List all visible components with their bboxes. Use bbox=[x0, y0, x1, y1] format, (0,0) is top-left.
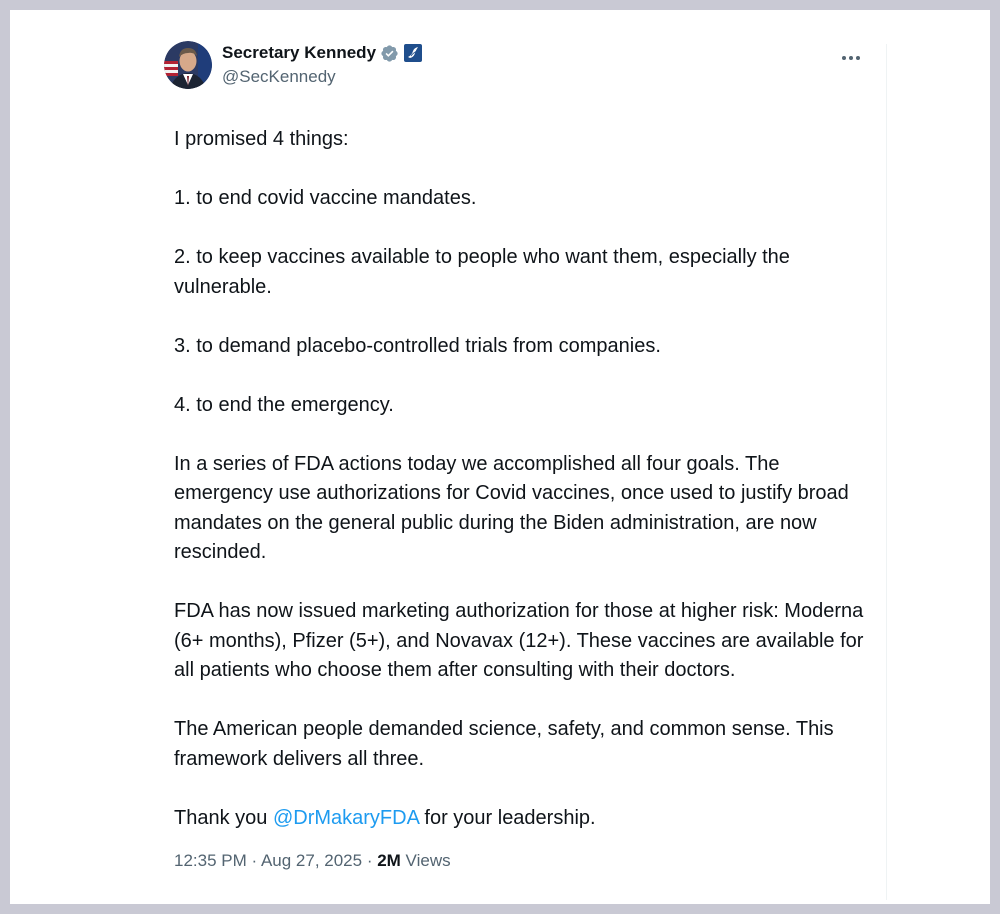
tweet-paragraph: 2. to keep vaccines available to people who want them, especially the vulnerable. bbox=[174, 246, 790, 298]
meta-separator: · bbox=[362, 851, 378, 870]
tweet-text bbox=[164, 125, 874, 833]
user-info bbox=[222, 42, 422, 87]
tweet-paragraph: In a series of FDA actions today we accomplished all four goals. The emergency use authorizations for Covid vaccines, once used to justify broad mandates on the general public during the Biden administration, are now rescinded. bbox=[174, 452, 849, 563]
verified-badge-icon[interactable] bbox=[380, 44, 399, 63]
tweet-paragraph: 1. to end covid vaccine mandates. bbox=[174, 187, 477, 209]
tweet-paragraph: 4. to end the emergency. bbox=[174, 393, 394, 416]
column-divider bbox=[886, 44, 887, 900]
thanks-text-end: for your leadership. bbox=[418, 806, 596, 829]
tweet-paragraph: I promised 4 things: bbox=[174, 128, 349, 150]
tweet-time[interactable]: 12:35 PM bbox=[174, 851, 247, 870]
user-handle[interactable]: @SecKennedy bbox=[222, 67, 336, 86]
tweet-card bbox=[10, 10, 990, 904]
thanks-text: Thank you bbox=[174, 806, 273, 829]
avatar-image-icon bbox=[164, 41, 212, 89]
tweet bbox=[164, 38, 874, 871]
tweet-paragraph: The American people demanded science, safety, and common sense. This framework delivers all three. bbox=[174, 718, 834, 770]
tweet-date[interactable]: Aug 27, 2025 bbox=[260, 851, 363, 870]
more-options-icon[interactable] bbox=[836, 48, 866, 68]
tweet-header bbox=[164, 38, 874, 96]
views-count[interactable]: 2M bbox=[377, 851, 401, 870]
display-name[interactable]: Secretary Kennedy bbox=[222, 43, 377, 62]
tweet-paragraph bbox=[174, 804, 874, 834]
avatar[interactable] bbox=[164, 41, 212, 89]
views-label: Views bbox=[400, 851, 451, 870]
mention-link[interactable]: @DrMakaryFDA bbox=[272, 806, 419, 829]
tweet-paragraph: FDA has now issued marketing authorization for those at higher risk: Moderna (6+ months), Pfizer (5+), and Novavax (12+). These vaccines are available for all patients who choose them after consulting with their doctors. bbox=[174, 600, 864, 681]
tweet-paragraph: 3. to demand placebo-controlled trials from companies. bbox=[174, 334, 661, 357]
hhs-affiliation-icon[interactable] bbox=[404, 44, 422, 62]
tweet-meta bbox=[164, 851, 874, 871]
meta-separator: · bbox=[246, 851, 261, 870]
